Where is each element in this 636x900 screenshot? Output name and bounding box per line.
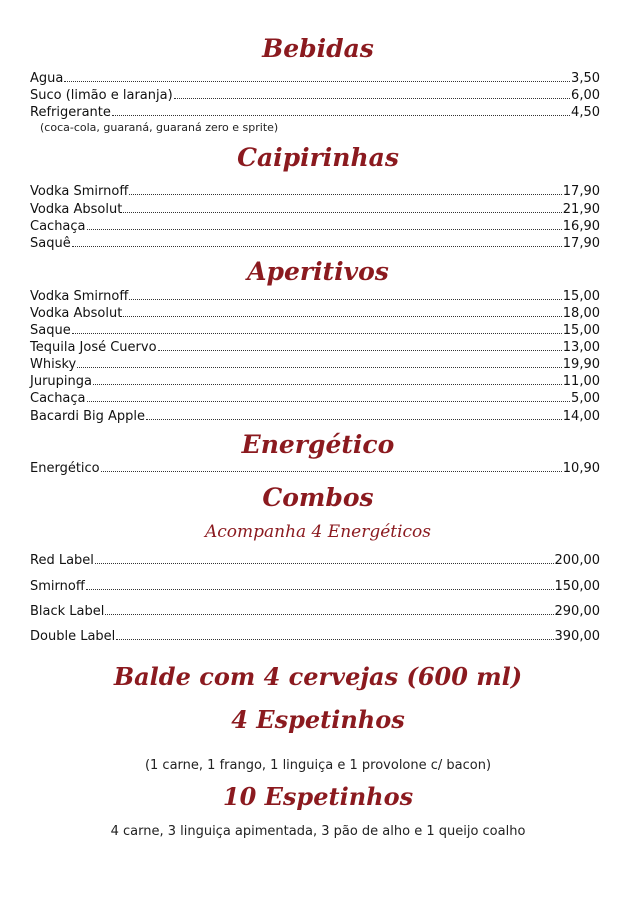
item-price: 3,50 <box>571 71 600 86</box>
menu-item <box>30 408 600 425</box>
item-price: 15,00 <box>562 323 600 338</box>
item-price: 19,90 <box>562 357 600 372</box>
item-name: Suco (limão e laranja) <box>30 88 173 103</box>
item-price: 13,00 <box>562 340 600 355</box>
section-title-10-espetinhos: 10 Espetinhos <box>222 782 414 811</box>
item-price: 10,90 <box>562 461 600 476</box>
item-name: Cachaça <box>30 391 86 406</box>
item-name: Double Label <box>30 629 116 644</box>
menu-item <box>30 628 600 645</box>
item-name: Saquê <box>30 236 71 251</box>
menu-item <box>30 373 600 390</box>
item-name: Whisky <box>30 357 77 372</box>
item-price: 5,00 <box>571 391 600 406</box>
item-name: Vodka Absolut <box>30 306 123 321</box>
menu-item <box>30 235 600 252</box>
menu-item <box>30 603 600 620</box>
menu-item <box>30 104 600 121</box>
item-price: 11,00 <box>562 374 600 389</box>
item-name: Black Label <box>30 604 105 619</box>
menu-item <box>30 70 600 87</box>
item-name: Vodka Smirnoff <box>30 289 129 304</box>
item-name: Smirnoff <box>30 579 85 594</box>
item-price: 15,00 <box>562 289 600 304</box>
item-price: 18,00 <box>562 306 600 321</box>
menu-item <box>30 339 600 356</box>
section-title-balde: Balde com 4 cervejas (600 ml) <box>113 662 523 691</box>
menu-item <box>30 218 600 235</box>
item-name: Jurupinga <box>30 374 92 389</box>
menu-item <box>30 390 600 407</box>
item-price: 17,90 <box>562 184 600 199</box>
section-title-bebidas: Bebidas <box>262 34 374 63</box>
item-price: 16,90 <box>562 219 600 234</box>
item-price: 4,50 <box>571 105 600 120</box>
item-price: 290,00 <box>554 604 600 619</box>
menu-item <box>30 288 600 305</box>
item-name: Tequila José Cuervo <box>30 340 157 355</box>
section-title-aperitivos: Aperitivos <box>247 257 389 286</box>
item-price: 150,00 <box>554 579 600 594</box>
menu-item <box>30 322 600 339</box>
item-price: 14,00 <box>562 409 600 424</box>
item-price: 17,90 <box>562 236 600 251</box>
section-desc-10-espetinhos: 4 carne, 3 linguiça apimentada, 3 pão de alho e 1 queijo coalho <box>110 824 526 839</box>
section-title-combos: Combos <box>262 483 374 512</box>
section-subtitle-combos: Acompanha 4 Energéticos <box>204 522 432 542</box>
menu-item <box>30 201 600 218</box>
section-title-energetico: Energético <box>241 430 395 459</box>
item-name: Refrigerante <box>30 105 111 120</box>
item-name: Red Label <box>30 553 94 568</box>
item-name: Agua <box>30 71 64 86</box>
item-name: Vodka Smirnoff <box>30 184 129 199</box>
section-desc-4-espetinhos: (1 carne, 1 frango, 1 linguiça e 1 provolone c/ bacon) <box>144 758 492 773</box>
item-name: Bacardi Big Apple <box>30 409 146 424</box>
item-price: 21,90 <box>562 202 600 217</box>
menu-item <box>30 87 600 104</box>
item-name: Cachaça <box>30 219 86 234</box>
menu-item <box>30 183 600 200</box>
item-price: 390,00 <box>554 629 600 644</box>
menu-item <box>30 356 600 373</box>
item-price: 200,00 <box>554 553 600 568</box>
menu-item <box>30 460 600 477</box>
item-name: Energético <box>30 461 100 476</box>
menu-item <box>30 578 600 595</box>
item-name: Vodka Absolut <box>30 202 123 217</box>
item-price: 6,00 <box>571 88 600 103</box>
item-note: (coca-cola, guaraná, guaraná zero e sprite) <box>40 121 279 134</box>
item-name: Saque <box>30 323 71 338</box>
menu-item <box>30 552 600 569</box>
menu-item <box>30 305 600 322</box>
section-title-4-espetinhos: 4 Espetinhos <box>231 705 405 734</box>
section-title-caipirinhas: Caipirinhas <box>237 143 399 172</box>
